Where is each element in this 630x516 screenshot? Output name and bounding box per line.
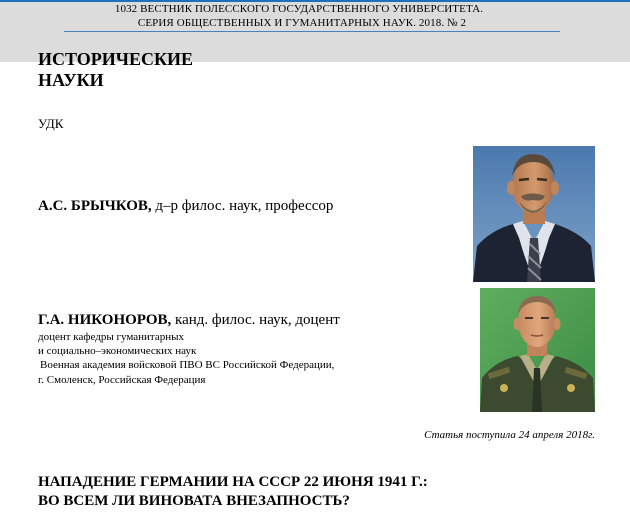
author-1-name: А.С. БРЫЧКОВ, [38, 198, 152, 214]
author-2-affiliation-line-2: и социально–экономических наук [38, 345, 197, 357]
received-date: Статья поступила 24 апреля 2018г. [424, 429, 595, 441]
udk-label: УДК [38, 116, 64, 131]
author-1-portrait-icon [473, 146, 595, 282]
author-2-degree: канд. филос. наук, доцент [171, 312, 340, 328]
author-1 [38, 198, 333, 215]
article-title-line-1: НАПАДЕНИЕ ГЕРМАНИИ НА СССР 22 ИЮНЯ 1941 Г.: [38, 474, 428, 490]
section-title-line-2: НАУКИ [38, 70, 104, 90]
header-divider [64, 31, 560, 32]
author-2-affiliation-line-4: г. Смоленск, Российская Федерация [38, 374, 206, 386]
section-title [38, 49, 193, 91]
author-2 [38, 312, 340, 329]
author-1-degree: д–р филос. наук, профессор [151, 198, 334, 214]
journal-header-line-2: СЕРИЯ ОБЩЕСТВЕННЫХ И ГУМАНИТАРНЫХ НАУК. 2018. № 2 [137, 17, 467, 29]
article-title-line-2: ВО ВСЕМ ЛИ ВИНОВАТА ВНЕЗАПНОСТЬ? [38, 493, 350, 509]
author-1-photo [473, 146, 595, 282]
author-2-photo [480, 288, 595, 412]
article-title [38, 473, 428, 511]
author-2-name: Г.А. НИКОНОРОВ, [38, 312, 172, 328]
section-title-line-1: ИСТОРИЧЕСКИЕ [38, 49, 194, 69]
author-2-affiliation-line-3: Военная академия войсковой ПВО ВС Российской Федерации, [40, 359, 335, 371]
journal-header-line-1: 1032 ВЕСТНИК ПОЛЕССКОГО ГОСУДАРСТВЕННОГО УНИВЕРСИТЕТА. [114, 3, 484, 15]
author-2-portrait-icon [480, 288, 595, 412]
author-2-affiliation-line-1: доцент кафедры гуманитарных [38, 331, 184, 343]
